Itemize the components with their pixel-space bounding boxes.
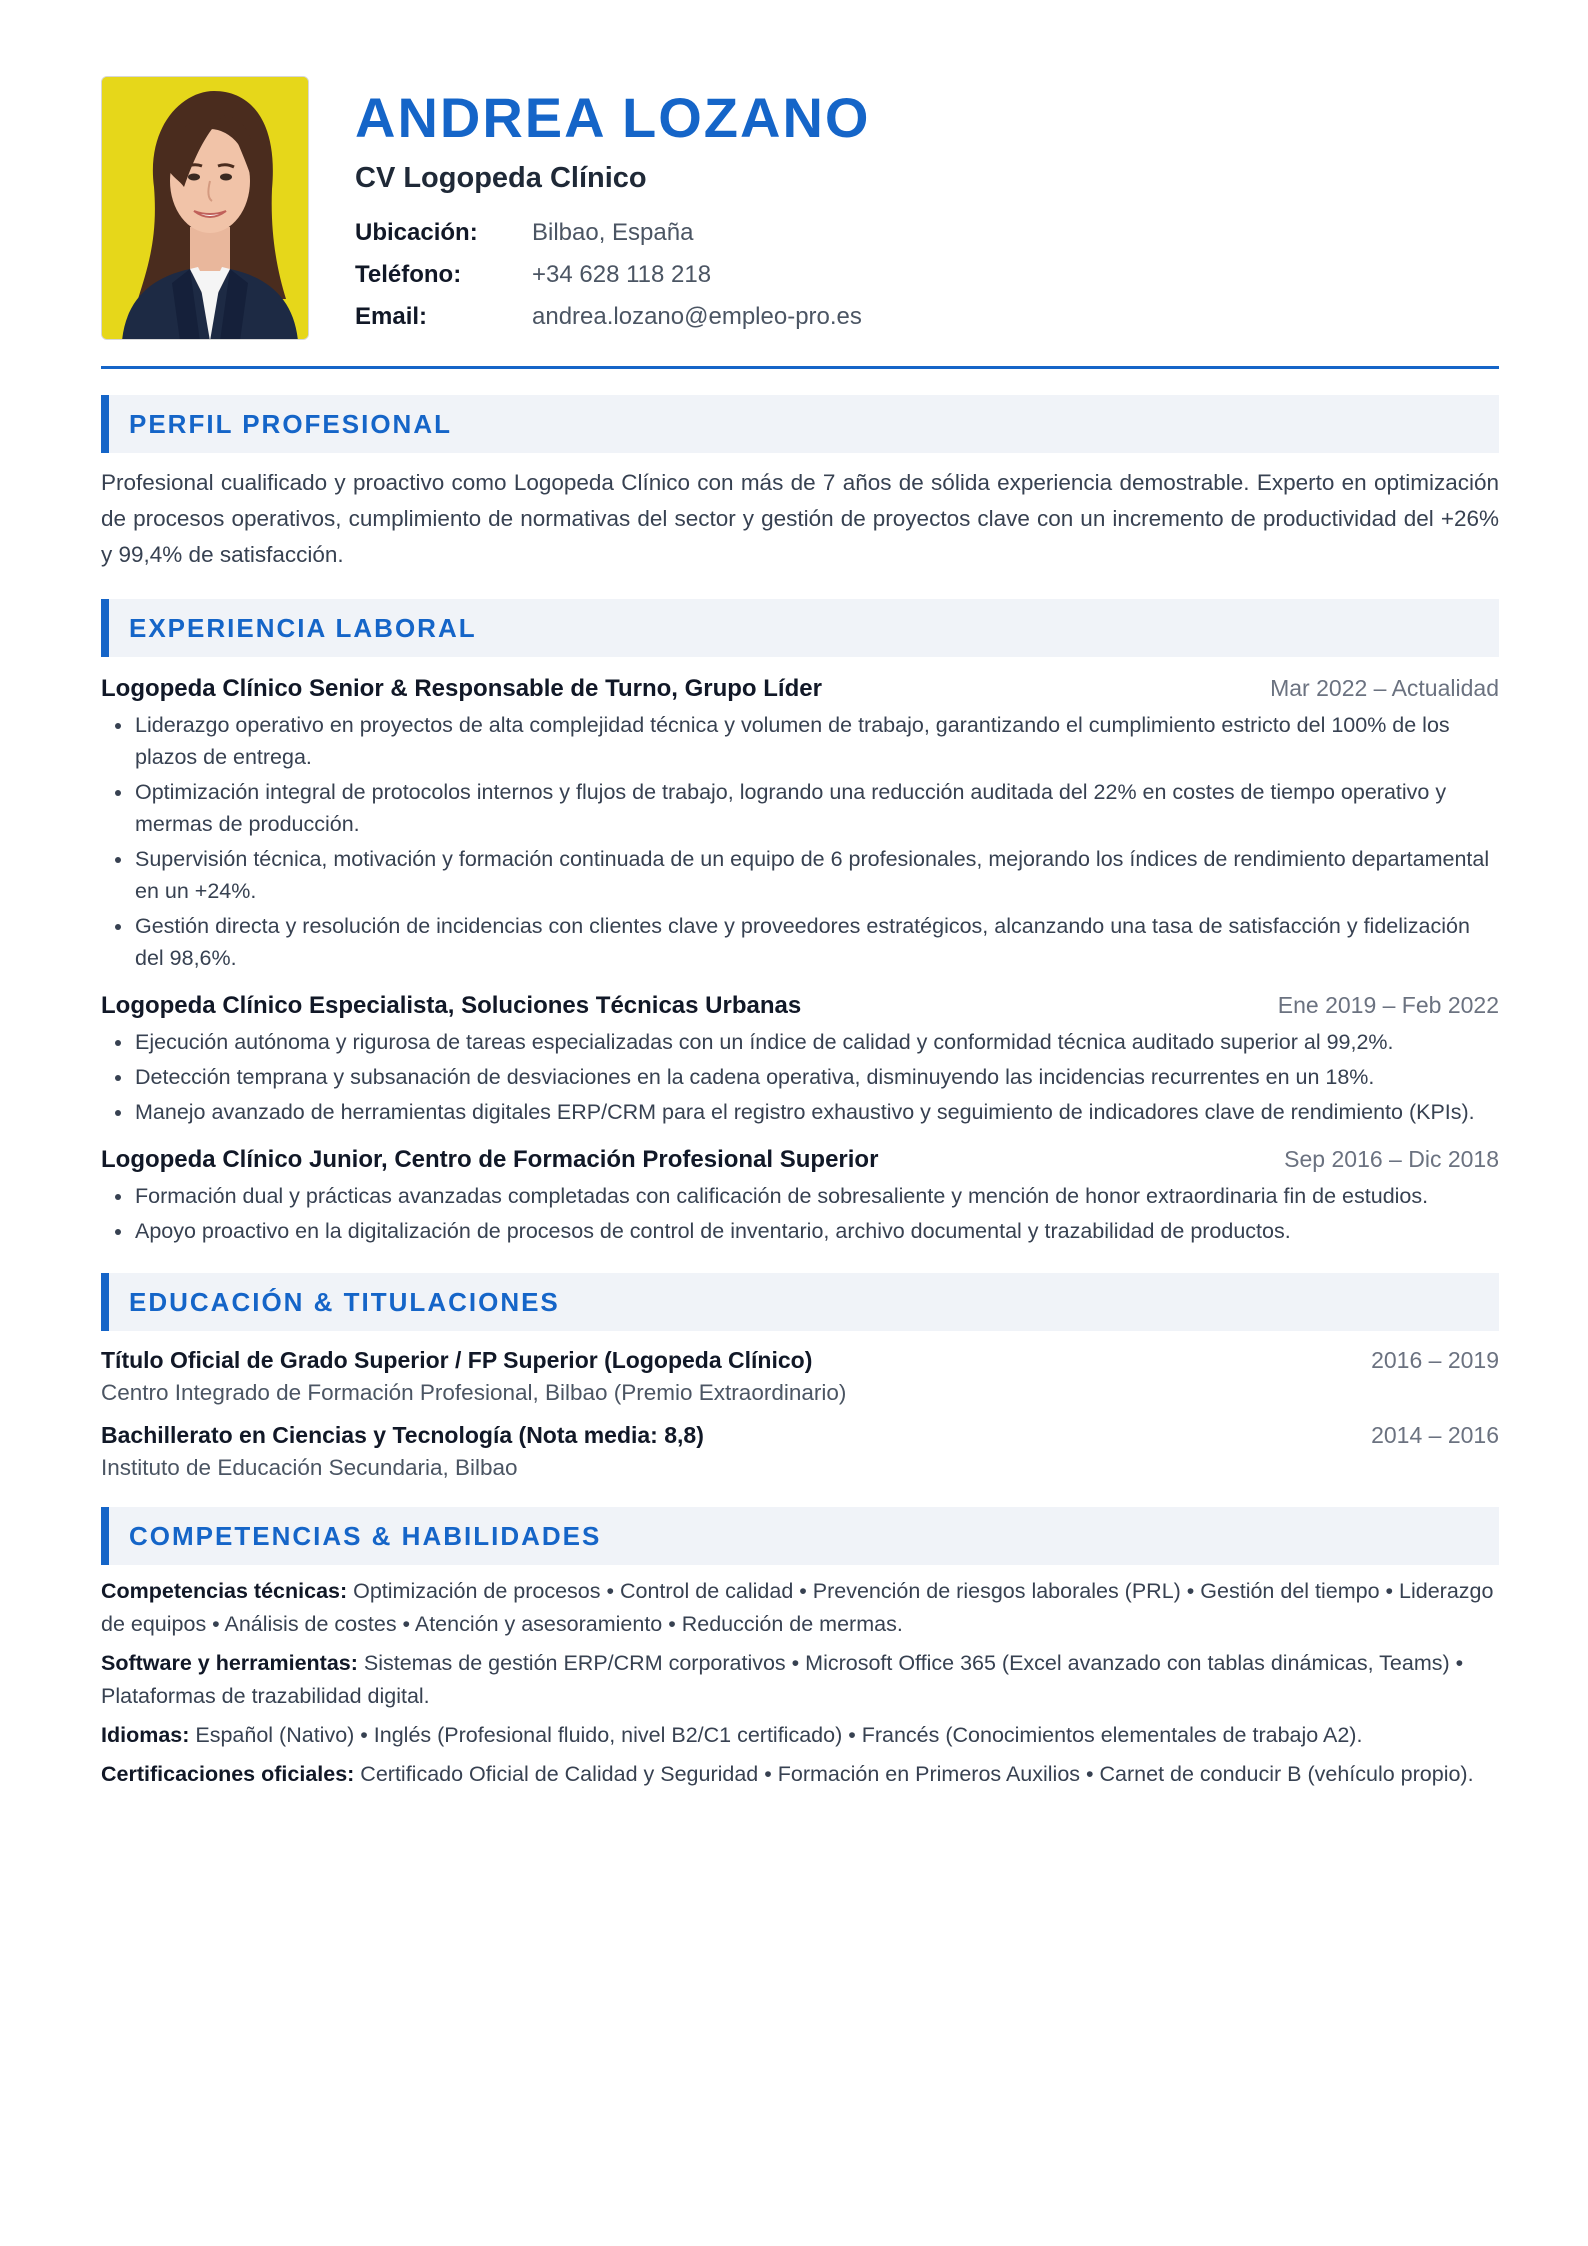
job-date: Ene 2019 – Feb 2022 <box>1277 992 1499 1018</box>
contact-value: +34 628 118 218 <box>532 261 712 288</box>
bullet-item: • Ejecución autónoma y rigurosa de tareas especializadas con un índice de calidad y conformidad técnica auditado superior al 99,2%. <box>134 1026 1499 1058</box>
contact-row-location <box>355 212 1455 254</box>
job-header <box>101 1146 1499 1174</box>
bullet-item: • Apoyo proactivo en la digitalización de procesos de control de inventario, archivo documental y trazabilidad de productos. <box>134 1215 1499 1247</box>
education-date: 2016 – 2019 <box>1371 1347 1499 1373</box>
bullet-item: • Formación dual y prácticas avanzadas completadas con calificación de sobresaliente y mención de honor extraordinaria fin de estudios. <box>134 1180 1499 1212</box>
candidate-name: ANDREA LOZANO <box>355 86 871 149</box>
contact-label: Ubicación: <box>355 219 478 246</box>
skill-line <box>101 1647 1499 1713</box>
bullet-item: • Optimización integral de protocolos internos y flujos de trabajo, logrando una reducción auditada del 22% en costes de tiempo operativo y mermas de producción. <box>134 776 1499 840</box>
skills-list <box>101 1575 1499 1791</box>
section-header-perfil <box>101 395 1499 453</box>
skill-label: Idiomas: <box>101 1723 190 1747</box>
job-date: Mar 2022 – Actualidad <box>1270 675 1499 701</box>
section-header-educacion <box>101 1273 1499 1331</box>
education-title: Bachillerato en Ciencias y Tecnología (Nota media: 8,8) <box>101 1422 704 1448</box>
education-header <box>101 1422 1499 1449</box>
job-entry <box>101 675 1499 974</box>
bullet-item: • Liderazgo operativo en proyectos de alta complejidad técnica y volumen de trabajo, garantizando el cumplimiento estricto del 100% de los plazos de entrega. <box>134 709 1499 773</box>
contact-label: Email: <box>355 303 428 330</box>
job-bullets <box>101 1026 1499 1128</box>
header-divider <box>101 366 1499 369</box>
header-info <box>355 76 1455 338</box>
profile-photo <box>101 76 309 340</box>
job-bullets <box>101 709 1499 974</box>
contact-value: Bilbao, España <box>532 219 694 246</box>
skill-text: Español (Nativo) • Inglés (Profesional fluido, nivel B2/C1 certificado) • Francés (Conocimientos elementales de trabajo A2). <box>189 1723 1363 1747</box>
education-institution: Centro Integrado de Formación Profesional, Bilbao (Premio Extraordinario) <box>101 1380 847 1405</box>
job-title: Logopeda Clínico Senior & Responsable de Turno, Grupo Líder <box>101 675 822 702</box>
contact-row-email <box>355 296 1455 338</box>
job-bullets <box>101 1180 1499 1247</box>
job-title: Logopeda Clínico Especialista, Soluciones Técnicas Urbanas <box>101 992 802 1019</box>
education-date: 2014 – 2016 <box>1371 1422 1499 1448</box>
contact-row-phone <box>355 254 1455 296</box>
section-title: EXPERIENCIA LABORAL <box>129 612 477 643</box>
skill-text: Optimización de procesos • Control de calidad • Prevención de riesgos laborales (PRL) • Gestión del tiempo • Liderazgo de equipos • Análisis de costes • Atención y asesoramiento • Reducción de mermas. <box>101 1579 1494 1636</box>
skill-line <box>101 1575 1499 1641</box>
section-header-competencias <box>101 1507 1499 1565</box>
education-entry <box>101 1347 1499 1406</box>
skill-line <box>101 1758 1499 1791</box>
job-header <box>101 675 1499 703</box>
skill-label: Software y herramientas: <box>101 1651 358 1675</box>
job-title: Logopeda Clínico Junior, Centro de Formación Profesional Superior <box>101 1146 879 1173</box>
skill-text: Sistemas de gestión ERP/CRM corporativos • Microsoft Office 365 (Excel avanzado con tablas dinámicas, Teams) • Plataformas de trazabilidad digital. <box>101 1651 1464 1708</box>
section-header-experiencia <box>101 599 1499 657</box>
skill-label: Certificaciones oficiales: <box>101 1762 355 1786</box>
resume-page <box>101 76 1499 1791</box>
bullet-item: • Manejo avanzado de herramientas digitales ERP/CRM para el registro exhaustivo y seguimiento de indicadores clave de rendimiento (KPIs). <box>134 1096 1499 1128</box>
education-title: Título Oficial de Grado Superior / FP Superior (Logopeda Clínico) <box>101 1347 813 1373</box>
bullet-item: • Detección temprana y subsanación de desviaciones en la cadena operativa, disminuyendo las incidencias recurrentes en un 18%. <box>134 1061 1499 1093</box>
contact-label: Teléfono: <box>355 261 462 288</box>
education-entry <box>101 1422 1499 1481</box>
profile-summary: Profesional cualificado y proactivo como Logopeda Clínico con más de 7 años de sólida experiencia demostrable. Experto en optimización de procesos operativos, cumplimiento de normativas del sector y gestión de proyectos clave con un incremento de productividad del +26% y 99,4% de satisfacción. <box>101 470 1499 567</box>
contact-value-email[interactable]: andrea.lozano@empleo-pro.es <box>532 303 862 330</box>
job-entry <box>101 1146 1499 1247</box>
section-title: COMPETENCIAS & HABILIDADES <box>129 1520 602 1551</box>
skill-text: Certificado Oficial de Calidad y Seguridad • Formación en Primeros Auxilios • Carnet de conducir B (vehículo propio). <box>354 1762 1474 1786</box>
job-entry <box>101 992 1499 1128</box>
section-title: EDUCACIÓN & TITULACIONES <box>129 1286 560 1317</box>
education-institution: Instituto de Educación Secundaria, Bilbao <box>101 1455 518 1480</box>
job-header <box>101 992 1499 1020</box>
section-title: PERFIL PROFESIONAL <box>129 408 452 439</box>
education-header <box>101 1347 1499 1374</box>
bullet-item: • Supervisión técnica, motivación y formación continuada de un equipo de 6 profesionales, mejorando los índices de rendimiento departamental en un +24%. <box>134 843 1499 907</box>
skill-line <box>101 1719 1499 1752</box>
cv-subtitle: CV Logopeda Clínico <box>355 162 647 194</box>
bullet-item: • Gestión directa y resolución de incidencias con clientes clave y proveedores estratégicos, alcanzando una tasa de satisfacción y fidelización del 98,6%. <box>134 910 1499 974</box>
job-date: Sep 2016 – Dic 2018 <box>1284 1146 1499 1172</box>
resume-header <box>101 76 1499 366</box>
skill-label: Competencias técnicas: <box>101 1579 348 1603</box>
